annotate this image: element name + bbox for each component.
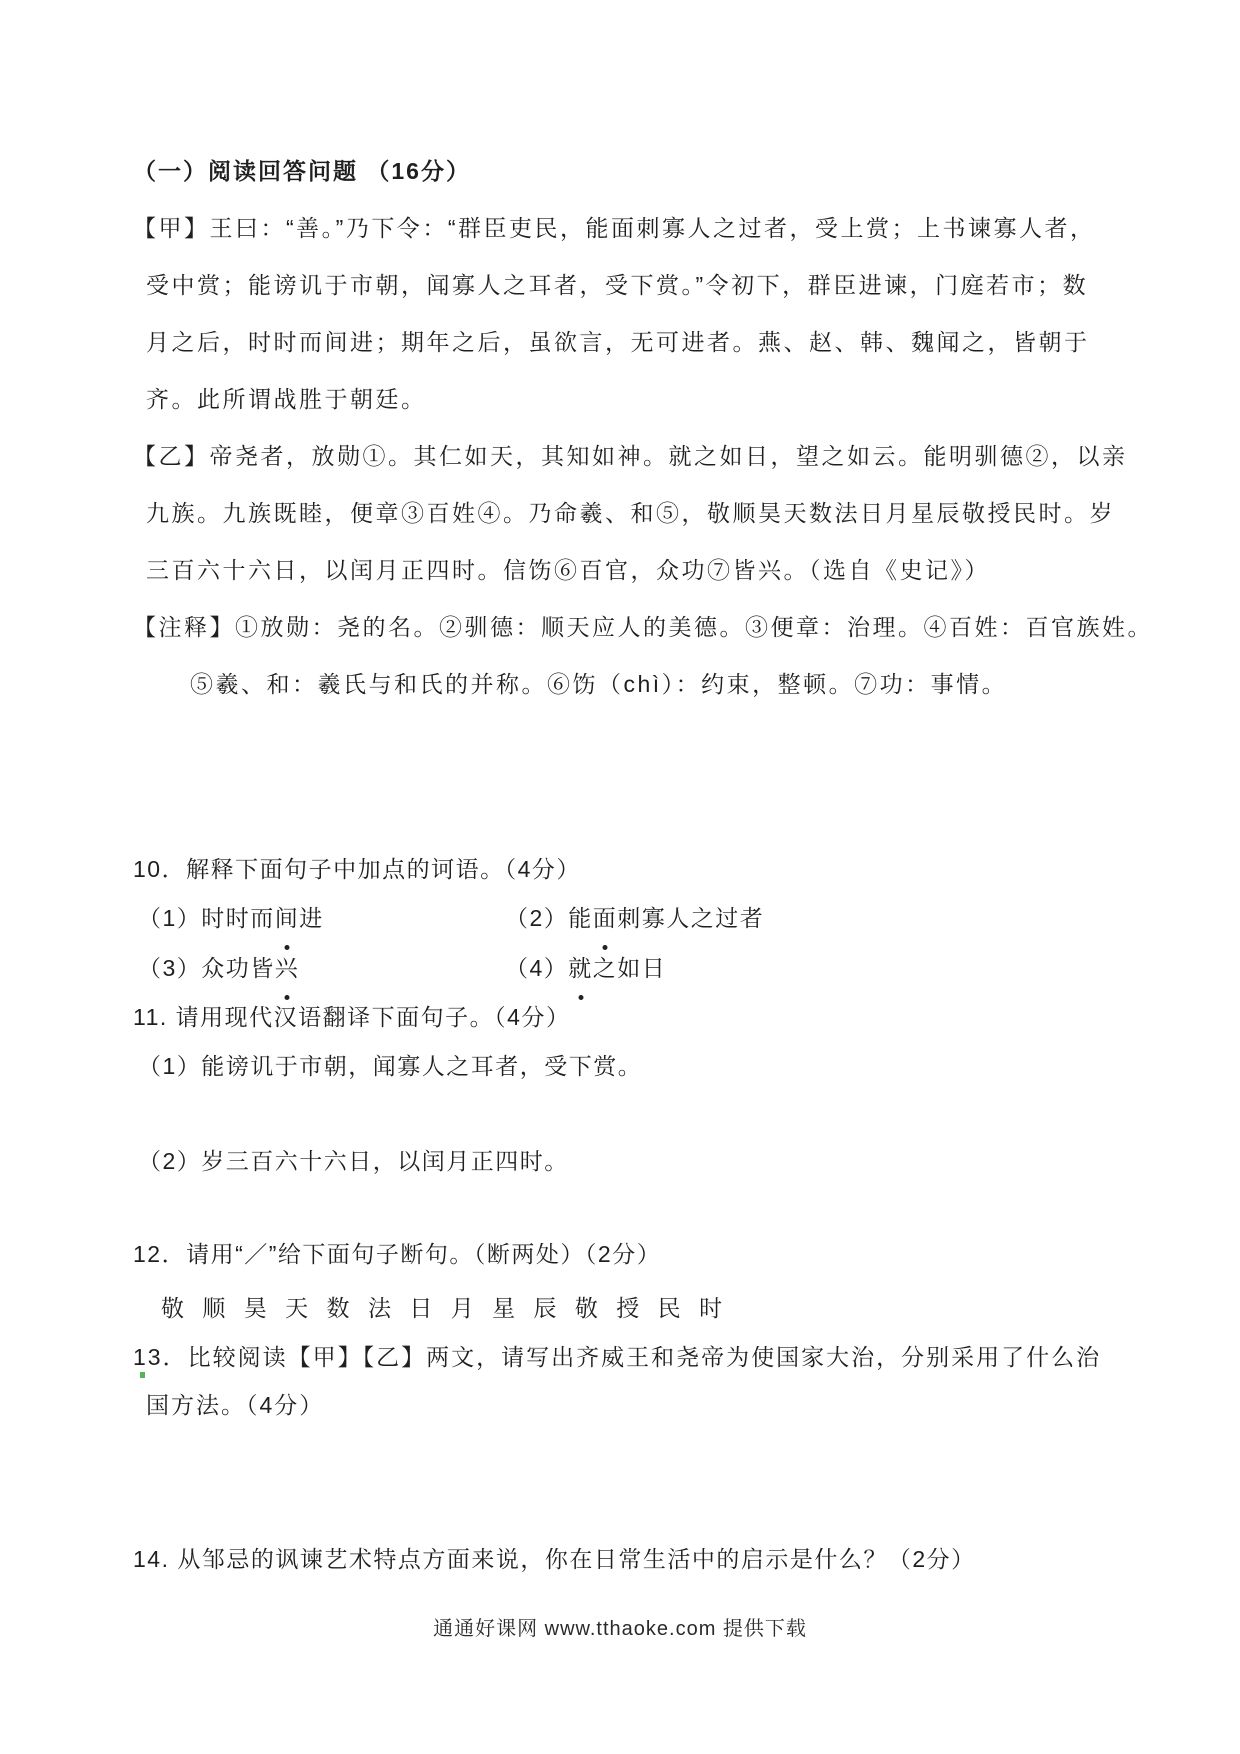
question-10-row-2 xyxy=(133,943,1123,993)
question-10-item-1 xyxy=(138,893,505,943)
question-10 xyxy=(133,845,1123,993)
passage-yi xyxy=(133,428,1128,599)
question-12 xyxy=(133,1230,1123,1333)
q10-item-4-label: （4） xyxy=(505,955,569,981)
section-heading: （一）阅读回答问题 （16分） xyxy=(133,158,471,184)
passage-yi-line-1: 【乙】帝尧者，放勋①。其仁如天，其知如神。就之如日，望之如云。能明驯德②，以亲 xyxy=(133,443,1128,469)
q10-item-3-pre: 众功皆 xyxy=(201,955,275,981)
q10-item-2-label: （2） xyxy=(505,905,569,931)
question-10-item-4 xyxy=(505,943,666,993)
question-10-row-1 xyxy=(133,893,1123,943)
passage-jia-line-2: 受中赏；能谤讥于市朝，闻寡人之耳者，受下赏。”令初下，群臣进谏，门庭若市；数 xyxy=(146,272,1089,298)
passage-jia-line-3: 月之后，时时而间进；期年之后，虽欲言，无可进者。燕、赵、韩、魏闻之，皆朝于 xyxy=(146,329,1090,355)
passage-jia-line-1: 【甲】王曰：“善。”乃下令：“群臣吏民，能面刺寡人之过者，受上赏；上书谏寡人者， xyxy=(133,215,1096,241)
q10-item-1-dotted-char: 间 xyxy=(275,893,300,943)
q10-item-1-label: （1） xyxy=(138,905,202,931)
question-10-item-2 xyxy=(505,893,764,943)
passage-jia-line-4: 齐。此所谓战胜于朝廷。 xyxy=(146,386,427,412)
question-12-title: 12．请用“／”给下面句子断句。（断两处）（2分） xyxy=(133,1241,662,1267)
question-13-line-2: 国方法。（4分） xyxy=(146,1392,325,1418)
q10-item-3-label: （3） xyxy=(138,955,202,981)
passage-jia xyxy=(133,200,1123,428)
q10-item-3-dotted-char: 兴 xyxy=(275,943,300,993)
page-footer xyxy=(0,1612,1240,1641)
question-10-item-3 xyxy=(138,943,505,993)
q10-item-1-pre: 时时而 xyxy=(201,905,275,931)
q10-item-2-dotted-char: 面 xyxy=(593,893,618,943)
question-13 xyxy=(133,1333,1123,1429)
question-11 xyxy=(133,993,1123,1186)
annotations xyxy=(133,599,1153,713)
question-11-item-2: （2）岁三百六十六日，以闰月正四时。 xyxy=(138,1148,569,1174)
exam-content xyxy=(133,143,1153,1583)
q10-item-2-post: 刺寡人之过者 xyxy=(617,905,765,931)
annotations-line-1: 【注释】①放勋：尧的名。②驯德：顺天应人的美德。③便章：治理。④百姓：百官族姓。 xyxy=(133,614,1153,640)
question-12-sentence: 敬 顺 昊 天 数 法 日 月 星 辰 敬 授 民 时 xyxy=(161,1295,729,1321)
question-11-item-1: （1）能谤讥于市朝，闻寡人之耳者，受下赏。 xyxy=(138,1053,643,1079)
q10-item-4-dotted-char: 就 xyxy=(568,943,593,993)
question-14 xyxy=(133,1535,1123,1583)
q10-item-1-post: 进 xyxy=(299,905,324,931)
q10-item-4-post: 之如日 xyxy=(592,955,667,981)
question-10-title: 10．解释下面句子中加点的诃语。（4分） xyxy=(133,856,581,882)
footer-text: 通通好课网 www.tthaoke.com 提供下载 xyxy=(433,1618,807,1640)
scan-artifact-green-mark xyxy=(140,1372,145,1378)
passage-yi-line-2: 九族。九族既睦，便章③百姓④。乃命羲、和⑤，敬顺昊天数法日月星辰敬授民时。岁 xyxy=(146,500,1115,526)
passage-yi-line-3: 三百六十六日，以闰月正四时。信饬⑥百官，众功⑦皆兴。（选自《史记》） xyxy=(146,557,990,583)
annotations-line-2: ⑤羲、和：羲氏与和氏的并称。⑥饬（chì）：约束，整顿。⑦功：事情。 xyxy=(190,671,1008,697)
q10-item-2-pre: 能 xyxy=(568,905,593,931)
question-11-title: 11. 请用现代汉语翻译下面句子。（4分） xyxy=(133,1004,571,1030)
question-14-title: 14. 从邹忌的讽谏艺术特点方面来说，你在日常生活中的启示是什么？（2分） xyxy=(133,1546,976,1572)
question-13-line-1: 13．比较阅读【甲】【乙】两文，请写出齐威王和尧帝为使国家大治，分别采用了什么治 xyxy=(133,1344,1102,1370)
